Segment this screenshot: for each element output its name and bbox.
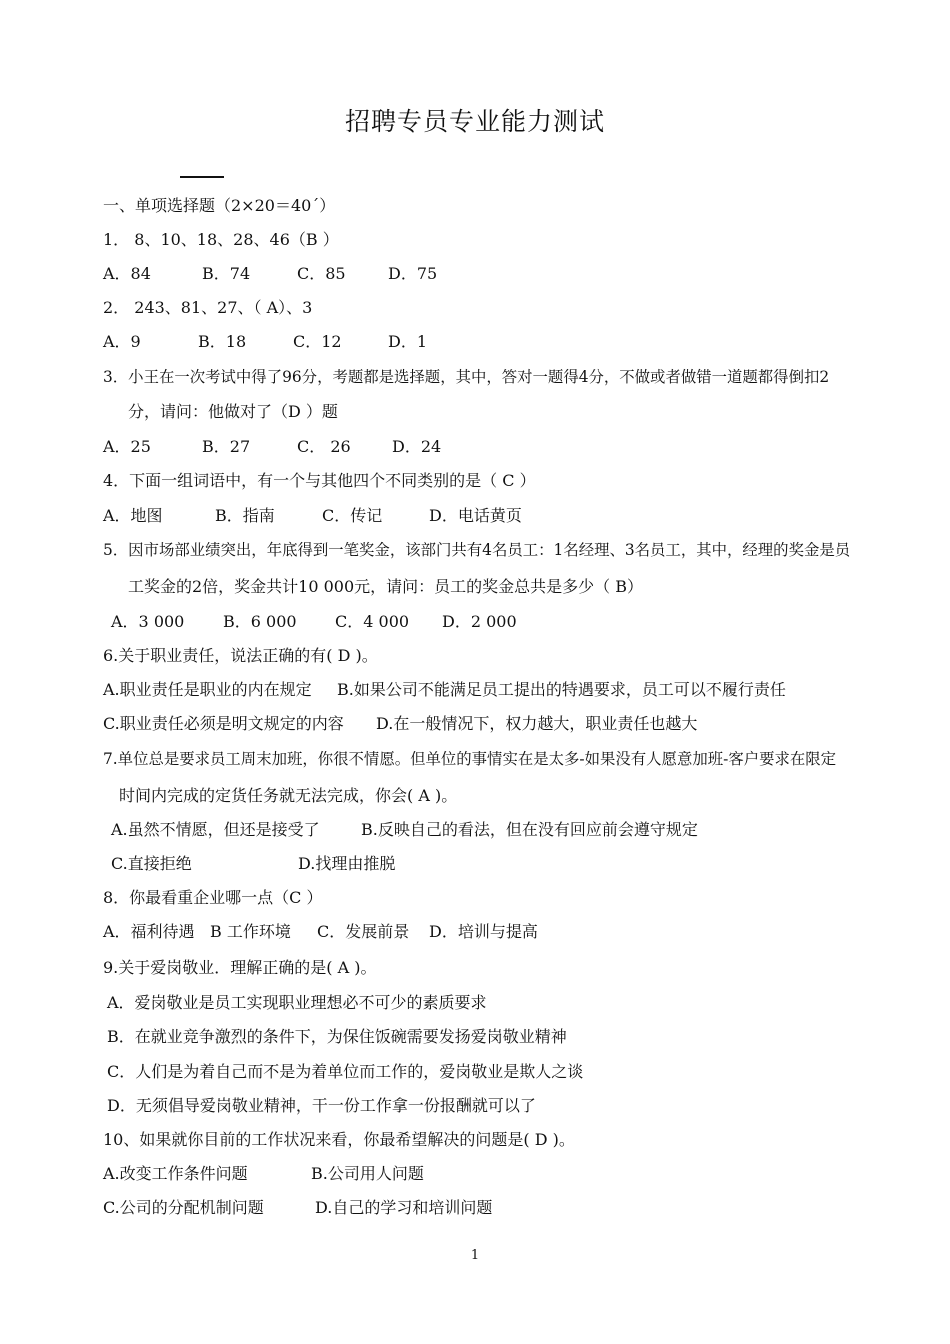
question-4-option-b: B．指南 (215, 506, 275, 525)
page-number: 1 (470, 1248, 480, 1263)
question-3-option-d: D．24 (392, 437, 442, 456)
question-3-option-c: C． 26 (297, 437, 351, 456)
question-9-option-c: C．人们是为着自己而不是为着单位而工作的，爱岗敬业是欺人之谈 (107, 1062, 584, 1081)
question-3-option-b: B．27 (202, 437, 251, 456)
question-3-stem-line-1: 3．小王在一次考试中得了96分，考题都是选择题，其中，答对一题得4分，不做或者做错一道题都得倒扣2 (103, 368, 830, 386)
question-6-option-b: B.如果公司不能满足员工提出的特遇要求，员工可以不履行责任 (337, 680, 786, 699)
question-1-option-d: D．75 (388, 264, 438, 283)
question-5-stem-line-1: 5．因市场部业绩突出，年底得到一笔奖金，该部门共有4名员工：1名经理、3名员工，其中，经理的奖金是员 (103, 541, 851, 559)
question-6-option-d: D.在一般情况下，权力越大，职业责任也越大 (376, 714, 698, 733)
question-9-option-a: A．爱岗敬业是员工实现职业理想必不可少的素质要求 (107, 993, 487, 1012)
question-5-option-b: B．6 000 (223, 612, 297, 631)
question-8-option-c: C．发展前景 (317, 922, 410, 941)
question-5-stem-line-2: 工奖金的2倍，奖金共计10 000元，请问：员工的奖金总共是多少（ B） (128, 577, 644, 596)
question-2-stem: 2． 243、81、27、（ A）、3 (103, 298, 313, 317)
question-3-stem-line-2: 分，请问：他做对了（D ）题 (128, 402, 338, 421)
question-10-option-d: D.自己的学习和培训问题 (315, 1198, 493, 1217)
question-1-stem: 1． 8、10、18、28、46（B ） (103, 230, 339, 249)
question-6-stem: 6.关于职业责任，说法正确的有( D )。 (103, 646, 378, 665)
question-10-option-c: C.公司的分配机制问题 (103, 1198, 264, 1217)
question-2-option-a: A．9 (103, 332, 141, 351)
question-5-option-c: C．4 000 (335, 612, 410, 631)
question-7-option-c: C.直接拒绝 (111, 854, 192, 873)
question-10-option-a: A.改变工作条件问题 (103, 1164, 248, 1183)
question-2-option-c: C．12 (293, 332, 342, 351)
question-7-option-b: B.反映自己的看法，但在没有回应前会遵守规定 (361, 820, 698, 839)
question-8-option-d: D．培训与提高 (429, 922, 538, 941)
page-title: 招聘专员专业能力测试 (344, 107, 605, 136)
question-5-option-d: D．2 000 (442, 612, 517, 631)
question-2-option-d: D．1 (388, 332, 428, 351)
question-8-stem: 8．你最看重企业哪一点（C ） (103, 888, 323, 907)
question-7-option-d: D.找理由推脱 (298, 854, 396, 873)
question-2-option-b: B．18 (198, 332, 247, 351)
decorative-rule (180, 176, 224, 178)
question-10-option-b: B.公司用人问题 (311, 1164, 424, 1183)
question-9-option-b: B．在就业竞争激烈的条件下，为保住饭碗需要发扬爱岗敬业精神 (107, 1027, 567, 1046)
question-7-option-a: A.虽然不情愿，但还是接受了 (111, 820, 320, 839)
question-1-option-c: C．85 (297, 264, 346, 283)
question-3-option-a: A．25 (103, 437, 151, 456)
question-4-option-c: C．传记 (322, 506, 383, 525)
question-1-option-b: B．74 (202, 264, 251, 283)
question-10-stem: 10、如果就你目前的工作状况来看，你最希望解决的问题是( D )。 (103, 1130, 575, 1149)
question-4-stem: 4．下面一组词语中，有一个与其他四个不同类别的是（ C ） (103, 471, 536, 490)
question-9-option-d: D．无须倡导爱岗敬业精神，干一份工作拿一份报酬就可以了 (107, 1096, 536, 1115)
question-5-option-a: A．3 000 (111, 612, 185, 631)
question-8-option-a: A．福利待遇 (103, 922, 195, 941)
question-7-stem-line-1: 7.单位总是要求员工周末加班，你很不情愿。但单位的事情实在是太多-如果没有人愿意加班-客户要求在限定 (103, 750, 837, 768)
question-4-option-a: A．地图 (103, 506, 163, 525)
question-1-option-a: A．84 (103, 264, 151, 283)
question-8-option-b: B 工作环境 (210, 922, 291, 941)
question-6-option-a: A.职业责任是职业的内在规定 (103, 680, 312, 699)
question-4-option-d: D．电话黄页 (429, 506, 522, 525)
section-heading: 一、单项选择题（2×20＝40´） (103, 196, 336, 215)
question-9-stem: 9.关于爱岗敬业．理解正确的是( A )。 (103, 958, 377, 977)
question-6-option-c: C.职业责任必须是明文规定的内容 (103, 714, 344, 733)
question-7-stem-line-2: 时间内完成的定货任务就无法完成，你会( A )。 (119, 786, 458, 805)
